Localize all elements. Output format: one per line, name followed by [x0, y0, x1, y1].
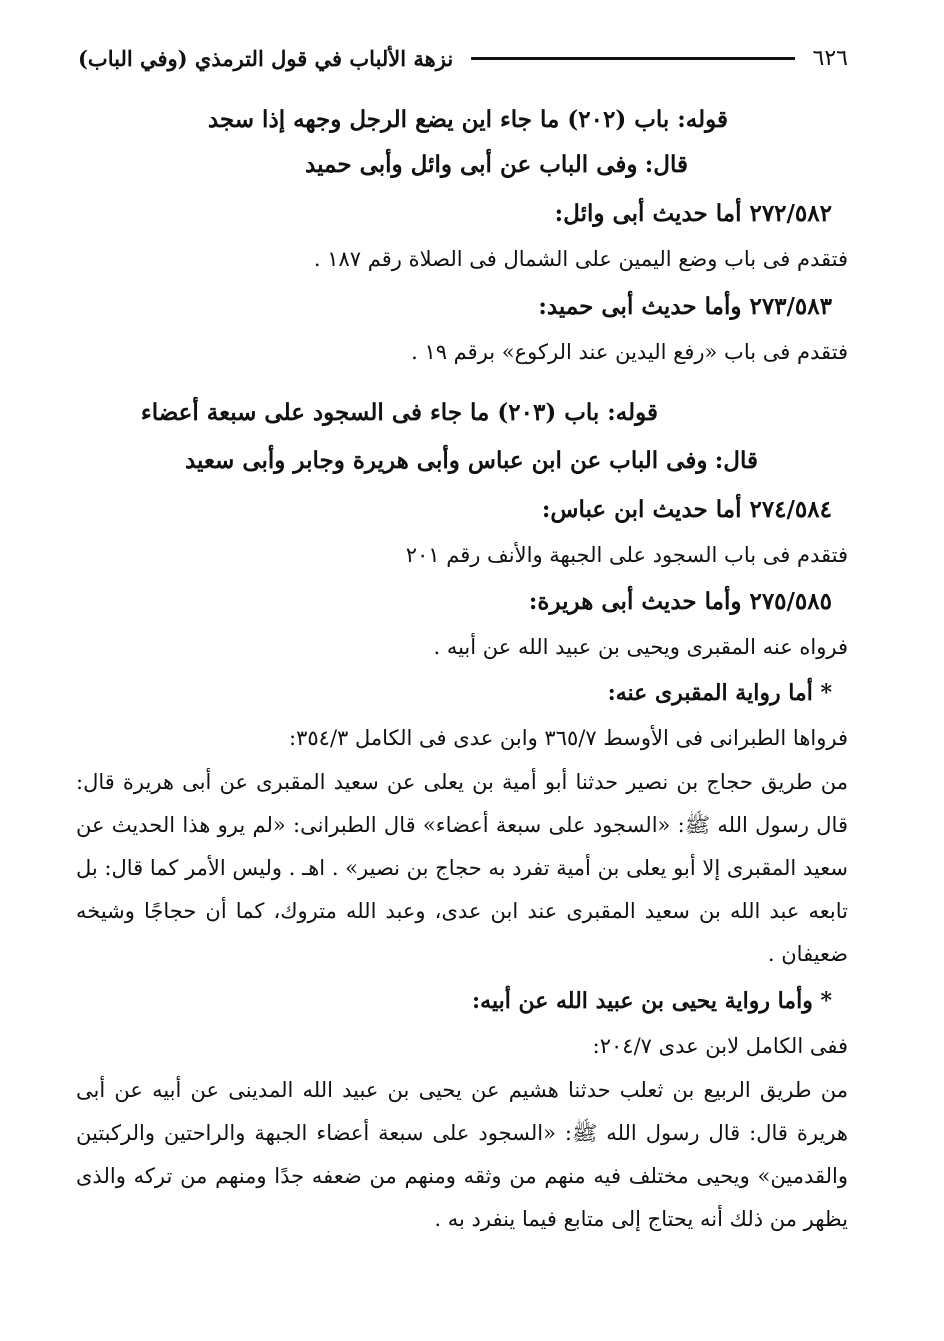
section2-qal-label: قال:	[714, 447, 758, 474]
hadith-583-heading: ٢٧٣/٥٨٣ وأما حديث أبى حميد:	[538, 293, 832, 320]
page-body	[76, 88, 848, 1241]
hadith-582-text: فتقدم فى باب وضع اليمين على الشمال فى الصلاة رقم ١٨٧ .	[313, 247, 848, 271]
hadith-584-text: فتقدم فى باب السجود على الجبهة والأنف رقم ٢٠١	[405, 543, 848, 567]
yahya-narration-paragraph: من طريق الربيع بن ثعلب حدثنا هشيم عن يحيى بن عبيد الله المدينى عن أبيه عن أبى هريرة قال: قال رسول الله ﷺ: «السجود على سبعة أعضاء الجبهة والراحتين والركبتين والقدمين» ويحيى مختلف فيه منهم من وثقه ومنهم من ضعفه جدًا ومنهم من تركه والذى يظهر من ذلك أنه يحتاج إلى متابع فيما ينفرد به .	[76, 1078, 848, 1231]
section1-qal-label: قال:	[644, 151, 688, 178]
section1-qal-text: وفى الباب عن أبى وائل وأبى حميد	[305, 151, 638, 178]
page-number: ٦٢٦	[812, 45, 848, 71]
section2-qal	[76, 449, 848, 473]
hadith-584-heading: ٢٧٤/٥٨٤ أما حديث ابن عباس:	[541, 496, 832, 523]
header-row	[78, 46, 848, 71]
hadith-585-heading: ٢٧٥/٥٨٥ وأما حديث أبى هريرة:	[528, 588, 832, 615]
hadith-582-heading: ٢٧٢/٥٨٢ أما حديث أبى وائل:	[554, 200, 832, 227]
yahya-narration-heading: * وأما رواية يحيى بن عبيد الله عن أبيه:	[472, 988, 832, 1014]
hadith-585-text: فرواه عنه المقبرى ويحيى بن عبيد الله عن أبيه .	[433, 635, 848, 659]
maqburi-narration-intro: فرواها الطبرانى فى الأوسط ٣٦٥/٧ وابن عدى فى الكامل ٣٥٤/٣:	[289, 726, 848, 750]
running-title: نزهة الألباب في قول الترمذي (وفي الباب)	[78, 45, 454, 71]
page-header	[78, 36, 848, 80]
hadith-583-text: فتقدم فى باب «رفع اليدين عند الركوع» برقم ١٩ .	[411, 340, 848, 364]
maqburi-narration-paragraph: من طريق حجاج بن نصير حدثنا أبو أمية بن يعلى عن سعيد المقبرى عن أبى هريرة قال: قال رسول الله ﷺ: «السجود على سبعة أعضاء» قال الطبرانى: «لم يرو هذا الحديث عن سعيد المقبرى إلا أبو يعلى بن أمية تفرد به حجاج بن نصير» . اهـ . وليس الأمر كما قال: بل تابعه عبد الله بن سعيد المقبرى عند ابن عدى، وعبد الله متروك، كما أن حجاجًا وشيخه ضعيفان .	[76, 770, 848, 966]
section1-title: قوله: باب (٢٠٢) ما جاء اين يضع الرجل وجهه إذا سجد	[207, 106, 728, 133]
section1-qal	[76, 153, 848, 177]
header-rule	[471, 57, 794, 60]
section2-qal-text: وفى الباب عن ابن عباس وأبى هريرة وجابر وأبى سعيد	[184, 447, 708, 474]
section2-title: قوله: باب (٢٠٣) ما جاء فى السجود على سبعة أعضاء	[140, 399, 658, 426]
maqburi-narration-heading: * أما رواية المقبرى عنه:	[607, 680, 832, 706]
yahya-narration-intro: ففى الكامل لابن عدى ٢٠٤/٧:	[592, 1034, 848, 1058]
